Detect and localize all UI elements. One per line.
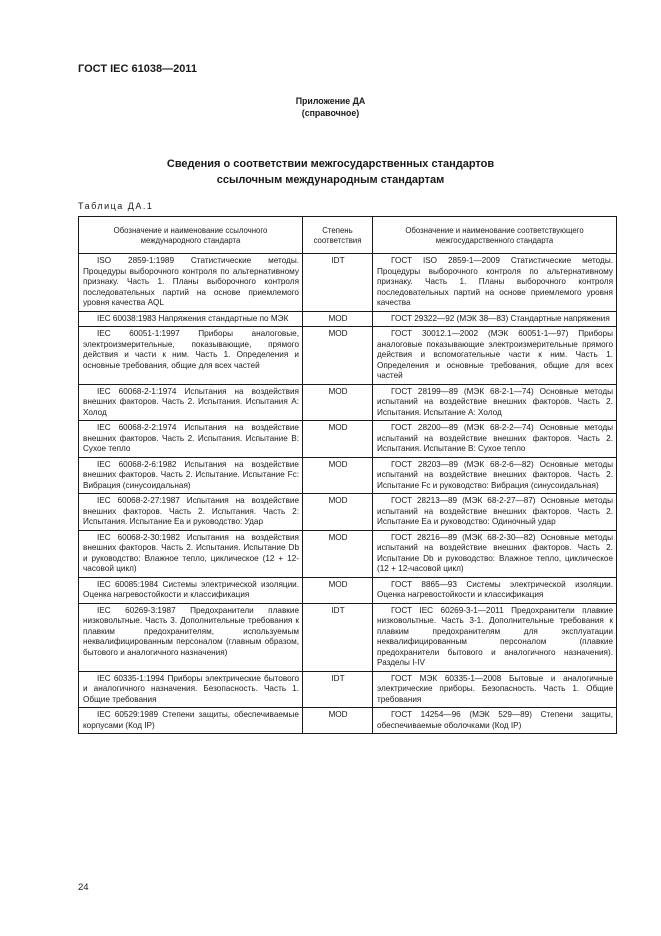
interstate-standard-cell: ГОСТ 29322—92 (МЭК 38—83) Стандартные напряжения (373, 311, 617, 327)
international-standard-cell: IEC 60529:1989 Степени защиты, обеспечиваемые корпусами (Код IP) (79, 708, 303, 734)
table-row (79, 421, 617, 458)
international-standard-cell: IEC 60335-1:1994 Приборы электрические бытового и аналогичного назначения. Безопасность. Часть 1. Общие требования (79, 671, 303, 708)
standard-header: ГОСТ IEC 61038—2011 (78, 63, 197, 75)
interstate-standard-cell: ГОСТ 28199—89 (МЭК 68-2-1—74) Основные методы испытаний на воздействие внешних факторов. Часть 2. Испытания. Испытание А: Холод (373, 384, 617, 421)
document-title-line-2: ссылочным международным стандартам (216, 174, 445, 186)
degree-cell: MOD (303, 577, 373, 603)
international-standard-cell: IEC 60038:1983 Напряжения стандартные по МЭК (79, 311, 303, 327)
international-standard-cell: IEC 60269-3:1987 Предохранители плавкие низковольтные. Часть 3. Дополнительные требования к плавким предохранителям, используемым неквалифицированным персоналом (главным образом, бытового и аналогичного назначения) (79, 603, 303, 671)
degree-cell: IDT (303, 254, 373, 312)
header-international-standard: Обозначение и наименование ссылочного международного стандарта (79, 217, 303, 254)
international-standard-cell: IEC 60085:1984 Системы электрической изоляции. Оценка нагревостойкости и классификация (79, 577, 303, 603)
page-number: 24 (78, 882, 89, 893)
international-standard-cell: IEC 60068-2-1:1974 Испытания на воздействия внешних факторов. Часть 2. Испытания. Испытания А: Холод (79, 384, 303, 421)
appendix-subtitle: (справочное) (301, 108, 360, 118)
international-standard-cell: IEC 60068-2-2:1974 Испытания на воздействие внешних факторов. Часть 2. Испытания. Испытание В: Сухое тепло (79, 421, 303, 458)
degree-cell: MOD (303, 530, 373, 577)
degree-cell: MOD (303, 494, 373, 531)
degree-cell: MOD (303, 708, 373, 734)
international-standard-cell: IEC 60068-2-27:1987 Испытания на воздействие внешних факторов. Часть 2. Испытания. Часть 2: Испытания. Испытание Ea и руководство: Удар (79, 494, 303, 531)
appendix-heading (0, 95, 661, 119)
interstate-standard-cell: ГОСТ 30012.1—2002 (МЭК 60051-1—97) Приборы аналоговые показывающие электроизмерительные прямого действия и вспомогательные части к ним. Часть 1. Определения и основные требования, общие для всех частей (373, 327, 617, 385)
international-standard-cell: IEC 60068-2-6:1982 Испытания на воздействие внешних факторов. Часть 2. Испытание. Испытание Fc: Вибрация (синусоидальная) (79, 457, 303, 494)
interstate-standard-cell: ГОСТ 28200—89 (МЭК 68-2-2—74) Основные методы испытаний на воздействие внешних факторов. Часть 2. Испытания. Испытание В: Сухое тепло (373, 421, 617, 458)
degree-cell: MOD (303, 384, 373, 421)
appendix-title: Приложение ДА (295, 96, 366, 106)
interstate-standard-cell: ГОСТ 14254—96 (МЭК 529—89) Степени защиты, обеспечиваемые оболочками (Код IP) (373, 708, 617, 734)
international-standard-cell: IEC 60068-2-30:1982 Испытания на воздействия внешних факторов. Часть 2. Испытания. Испытание Db и руководство: Влажное тепло, циклическое (12 + 12-часовой цикл) (79, 530, 303, 577)
table-caption: Таблица ДА.1 (78, 201, 154, 211)
degree-cell: MOD (303, 311, 373, 327)
table-row (79, 457, 617, 494)
header-degree-of-correspondence: Степень соответствия (303, 217, 373, 254)
table-row (79, 327, 617, 385)
table-body (79, 254, 617, 734)
interstate-standard-cell: ГОСТ IEC 60269-3-1—2011 Предохранители плавкие низковольтные. Часть 3-1. Дополнительные требования к плавким предохранителям для эксплуатации неквалифицированным персоналом (плавкие предохранители бытового и аналогичного назначения). Разделы I-IV (373, 603, 617, 671)
interstate-standard-cell: ГОСТ 28216—89 (МЭК 68-2-30—82) Основные методы испытаний на воздействие внешних факторов. Часть 2. Испытание Db и руководство: Влажное тепло, циклическое (12 + 12-часовой цикл) (373, 530, 617, 577)
table-row (79, 708, 617, 734)
document-title (0, 156, 661, 188)
header-interstate-standard: Обозначение и наименование соответствующего межгосударственного стандарта (373, 217, 617, 254)
degree-cell: IDT (303, 603, 373, 671)
degree-cell: MOD (303, 421, 373, 458)
degree-cell: IDT (303, 671, 373, 708)
table-header-row (79, 217, 617, 254)
table-row (79, 311, 617, 327)
international-standard-cell: ISO 2859-1:1989 Статистические методы. Процедуры выборочного контроля по альтернативному признаку. Часть 1. Планы выборочного контроля последовательных партий на основе приемлемого уровня качества AQL (79, 254, 303, 312)
table-row (79, 671, 617, 708)
degree-cell: MOD (303, 327, 373, 385)
table-row (79, 577, 617, 603)
table-row (79, 384, 617, 421)
interstate-standard-cell: ГОСТ ISO 2859-1—2009 Статистические методы. Процедуры выборочного контроля по альтернативному признаку. Часть 1. Планы выборочного контроля последовательных партий на основе приемлемого уровня качества (373, 254, 617, 312)
table-row (79, 254, 617, 312)
international-standard-cell: IEC 60051-1:1997 Приборы аналоговые, электроизмерительные, показывающие, прямого действия и части к ним. Часть 1. Определения и основные требования, общие для всех частей (79, 327, 303, 385)
interstate-standard-cell: ГОСТ 8865—93 Системы электрической изоляции. Оценка нагревостойкости и классификация (373, 577, 617, 603)
table-row (79, 530, 617, 577)
degree-cell: MOD (303, 457, 373, 494)
document-title-line-1: Сведения о соответствии межгосударственных стандартов (166, 158, 495, 170)
table-row (79, 603, 617, 671)
interstate-standard-cell: ГОСТ 28203—89 (МЭК 68-2-6—82) Основные методы испытаний на воздействие внешних факторов. Часть 2. Испытание Fc и руководство: Вибрация (синусоидальная) (373, 457, 617, 494)
interstate-standard-cell: ГОСТ 28213—89 (МЭК 68-2-27—87) Основные методы испытаний на воздействие внешних факторов. Часть 2. Испытание Ea и руководство: Одиночный удар (373, 494, 617, 531)
correspondence-table (78, 216, 617, 734)
table-row (79, 494, 617, 531)
interstate-standard-cell: ГОСТ МЭК 60335-1—2008 Бытовые и аналогичные электрические приборы. Безопасность. Часть 1. Общие требования (373, 671, 617, 708)
